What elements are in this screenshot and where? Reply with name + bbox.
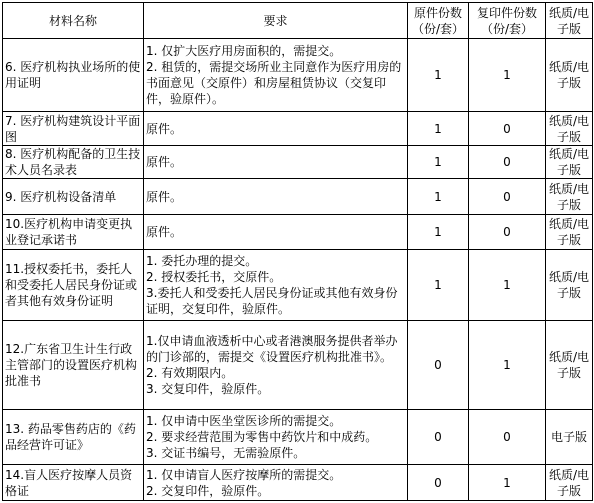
requirement-line: 原件。	[146, 225, 183, 239]
table-row	[3, 179, 593, 215]
original-count: 1	[408, 215, 469, 250]
header-original-count: 原件份数（份/套）	[408, 3, 469, 39]
table-row	[3, 215, 593, 250]
copy-count: 0	[469, 410, 546, 465]
requirement-line: 3. 交证书编号，无需验原件。	[146, 446, 306, 460]
format-cell: 纸质/电子版	[546, 179, 593, 215]
materials-table	[2, 2, 593, 501]
format-cell: 纸质/电子版	[546, 112, 593, 146]
requirement-line: 1. 仅申请盲人医疗按摩所的需提交。	[146, 467, 342, 482]
original-count: 0	[408, 465, 469, 501]
requirement-line: 2. 租赁的，需提交场所业主同意作为医疗用房的书面意见（交原件）和房屋租赁协议（交复印件，验原件）。	[146, 60, 402, 106]
header-name: 材料名称	[3, 3, 144, 39]
requirement-cell	[144, 215, 408, 250]
header-copy-count: 复印件份数（份/套）	[469, 3, 546, 39]
material-name: 7. 医疗机构建筑设计平面图	[3, 112, 144, 146]
table-row	[3, 465, 593, 501]
requirement-line: 1.仅申请血液透析中心或者港澳服务提供者举办的门诊部的，需提交《设置医疗机构批准书》。	[146, 334, 398, 364]
material-name: 14.盲人医疗按摩人员资格证	[3, 465, 144, 501]
material-name: 10.医疗机构申请变更执业登记承诺书	[3, 215, 144, 250]
copy-count: 1	[469, 250, 546, 321]
table-row	[3, 410, 593, 465]
original-count: 1	[408, 250, 469, 321]
format-cell: 纸质/电子版	[546, 250, 593, 321]
original-count: 1	[408, 112, 469, 146]
material-name: 11.授权委托书，委托人和受委托人居民身份证或者其他有效身份证明	[3, 250, 144, 321]
material-name: 13. 药品零售药店的《药品经营许可证》	[3, 410, 144, 465]
material-name: 8. 医疗机构配备的卫生技术人员名录表	[3, 146, 144, 179]
copy-count: 1	[469, 465, 546, 501]
table-row	[3, 250, 593, 321]
table-row	[3, 321, 593, 410]
requirement-cell	[144, 39, 408, 112]
requirement-line: 1. 仅申请中医坐堂医诊所的需提交。	[146, 414, 342, 428]
header-requirement: 要求	[144, 3, 408, 39]
original-count: 1	[408, 146, 469, 179]
copy-count: 0	[469, 112, 546, 146]
requirement-cell	[144, 321, 408, 410]
requirement-line: 原件。	[146, 121, 183, 136]
table-row	[3, 39, 593, 112]
requirement-cell	[144, 112, 408, 146]
original-count: 0	[408, 410, 469, 465]
format-cell: 纸质/电子版	[546, 321, 593, 410]
original-count: 1	[408, 39, 469, 112]
copy-count: 1	[469, 39, 546, 112]
format-cell: 纸质/电子版	[546, 39, 593, 112]
requirement-line: 2. 要求经营范围为零售中药饮片和中成药。	[146, 430, 378, 444]
copy-count: 0	[469, 215, 546, 250]
material-name: 6. 医疗机构执业场所的使用证明	[3, 39, 144, 112]
requirement-line: 1. 仅扩大医疗用房面积的，需提交。	[146, 44, 342, 58]
table-row	[3, 146, 593, 179]
header-format: 纸质/电子版	[546, 3, 593, 39]
table-row	[3, 112, 593, 146]
requirement-line: 2. 交复印件，验原件。	[146, 483, 270, 498]
copy-count: 1	[469, 321, 546, 410]
material-name: 9. 医疗机构设备清单	[3, 179, 144, 215]
requirement-cell	[144, 410, 408, 465]
format-cell: 纸质/电子版	[546, 465, 593, 501]
copy-count: 0	[469, 146, 546, 179]
copy-count: 0	[469, 179, 546, 215]
requirement-cell	[144, 146, 408, 179]
requirement-line: 3.委托人和受委托人居民身份证或其他有效身份证明，交复印件，验原件。	[146, 286, 398, 316]
requirement-line: 2. 有效期限内。	[146, 366, 234, 380]
format-cell: 纸质/电子版	[546, 215, 593, 250]
requirement-line: 1. 委托办理的提交。	[146, 254, 258, 268]
requirement-line: 原件。	[146, 155, 183, 169]
material-name: 12.广东省卫生计生行政主管部门的设置医疗机构批准书	[3, 321, 144, 410]
requirement-cell	[144, 250, 408, 321]
format-cell: 电子版	[546, 410, 593, 465]
original-count: 1	[408, 179, 469, 215]
original-count: 0	[408, 321, 469, 410]
requirement-cell	[144, 465, 408, 501]
requirement-cell	[144, 179, 408, 215]
requirement-line: 2. 授权委托书，交原件。	[146, 270, 282, 284]
requirement-line: 原件。	[146, 189, 183, 204]
format-cell: 纸质/电子版	[546, 146, 593, 179]
requirement-line: 3. 交复印件，验原件。	[146, 382, 270, 396]
